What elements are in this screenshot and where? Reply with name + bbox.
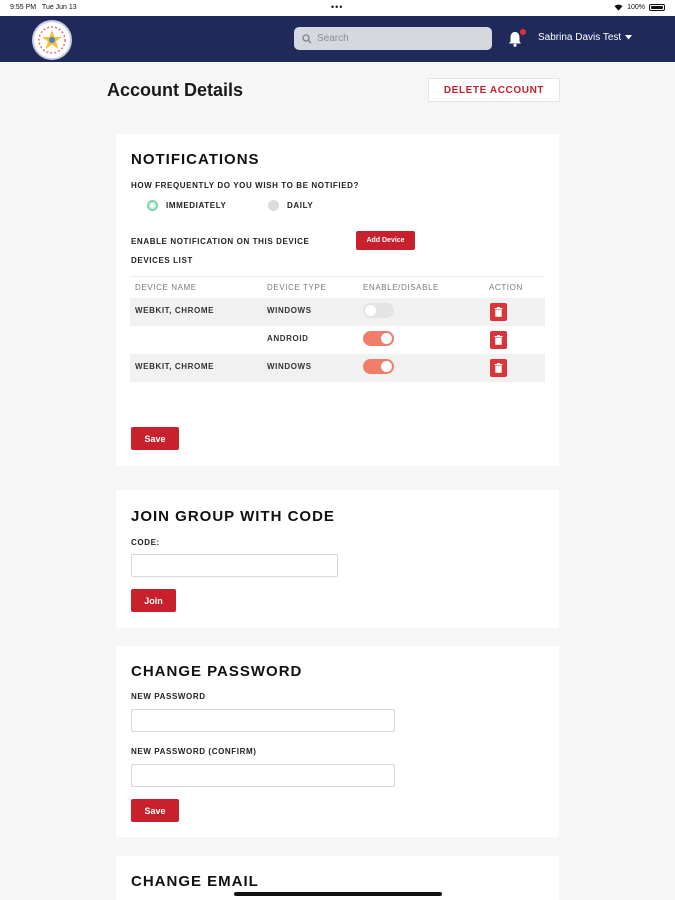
new-password-label: NEW PASSWORD <box>131 692 206 701</box>
chevron-down-icon <box>625 35 632 40</box>
radio-immediately[interactable] <box>147 200 226 211</box>
search-icon <box>302 34 312 44</box>
table-row <box>130 354 545 382</box>
device-type: WINDOWS <box>267 362 312 371</box>
notifications-card <box>116 134 559 466</box>
column-header: DEVICE NAME <box>135 283 197 292</box>
change-email-heading: CHANGE EMAIL <box>131 873 259 890</box>
battery-percent: 100% <box>627 4 645 11</box>
code-field[interactable] <box>131 554 338 577</box>
status-right <box>614 4 665 11</box>
notifications-save-button[interactable]: Save <box>131 427 179 450</box>
trash-icon <box>494 307 503 317</box>
device-type: WINDOWS <box>267 306 312 315</box>
delete-device-button[interactable] <box>490 359 507 377</box>
device-toggle[interactable] <box>363 359 394 374</box>
confirm-password-field[interactable] <box>131 764 395 787</box>
join-button[interactable]: Join <box>131 589 176 612</box>
password-save-button[interactable]: Save <box>131 799 179 822</box>
star-logo-icon <box>37 25 67 55</box>
enable-notification-label: ENABLE NOTIFICATION ON THIS DEVICE <box>131 237 310 246</box>
radio-unselected-icon <box>268 200 279 211</box>
code-label: CODE: <box>131 538 160 547</box>
home-indicator[interactable] <box>234 892 442 896</box>
devices-list-label: DEVICES LIST <box>131 256 193 265</box>
table-row <box>130 326 545 354</box>
device-toggle[interactable] <box>363 303 394 318</box>
wifi-icon <box>614 4 623 11</box>
status-bar <box>0 0 675 16</box>
status-time: 9:55 PM Tue Jun 13 <box>10 4 77 11</box>
table-header <box>130 276 545 298</box>
column-header: ENABLE/DISABLE <box>363 283 439 292</box>
page-title: Account Details <box>107 80 244 100</box>
toggle-knob <box>381 361 392 372</box>
app-header <box>0 16 675 62</box>
radio-label-daily: DAILY <box>287 201 314 210</box>
battery-icon <box>649 4 665 11</box>
radio-selected-icon <box>147 200 158 211</box>
confirm-password-label: NEW PASSWORD (CONFIRM) <box>131 747 257 756</box>
devices-table <box>130 276 545 382</box>
device-toggle[interactable] <box>363 331 394 346</box>
delete-device-button[interactable] <box>490 331 507 349</box>
delete-device-button[interactable] <box>490 303 507 321</box>
multitask-dots[interactable]: ••• <box>331 2 344 12</box>
add-device-button[interactable]: Add Device <box>356 231 415 250</box>
device-type: ANDROID <box>267 334 309 343</box>
notifications-heading: NOTIFICATIONS <box>131 151 260 168</box>
radio-daily[interactable] <box>268 200 313 211</box>
device-name: WEBKIT, CHROME <box>135 362 215 371</box>
delete-account-button[interactable]: DELETE ACCOUNT <box>428 78 560 102</box>
frequency-question: HOW FREQUENTLY DO YOU WISH TO BE NOTIFIED? <box>131 181 360 190</box>
toggle-knob <box>381 333 392 344</box>
change-password-card <box>116 646 559 837</box>
code-input[interactable] <box>132 555 337 576</box>
app-logo[interactable] <box>32 20 72 60</box>
user-name: Sabrina Davis Test <box>538 32 622 43</box>
join-group-heading: JOIN GROUP WITH CODE <box>131 508 335 525</box>
change-password-heading: CHANGE PASSWORD <box>131 663 303 680</box>
table-row <box>130 298 545 326</box>
toggle-knob <box>365 305 376 316</box>
trash-icon <box>494 363 503 373</box>
new-password-input[interactable] <box>132 710 394 731</box>
new-password-field[interactable] <box>131 709 395 732</box>
trash-icon <box>494 335 503 345</box>
column-header: ACTION <box>489 283 523 292</box>
search-bar[interactable] <box>294 27 492 50</box>
user-menu[interactable] <box>538 32 632 43</box>
join-group-card <box>116 490 559 628</box>
column-header: DEVICE TYPE <box>267 283 327 292</box>
notification-badge <box>520 29 526 35</box>
search-input[interactable] <box>317 33 477 44</box>
device-name: WEBKIT, CHROME <box>135 306 215 315</box>
radio-label-immediately: IMMEDIATELY <box>166 201 227 210</box>
confirm-password-input[interactable] <box>132 765 394 786</box>
